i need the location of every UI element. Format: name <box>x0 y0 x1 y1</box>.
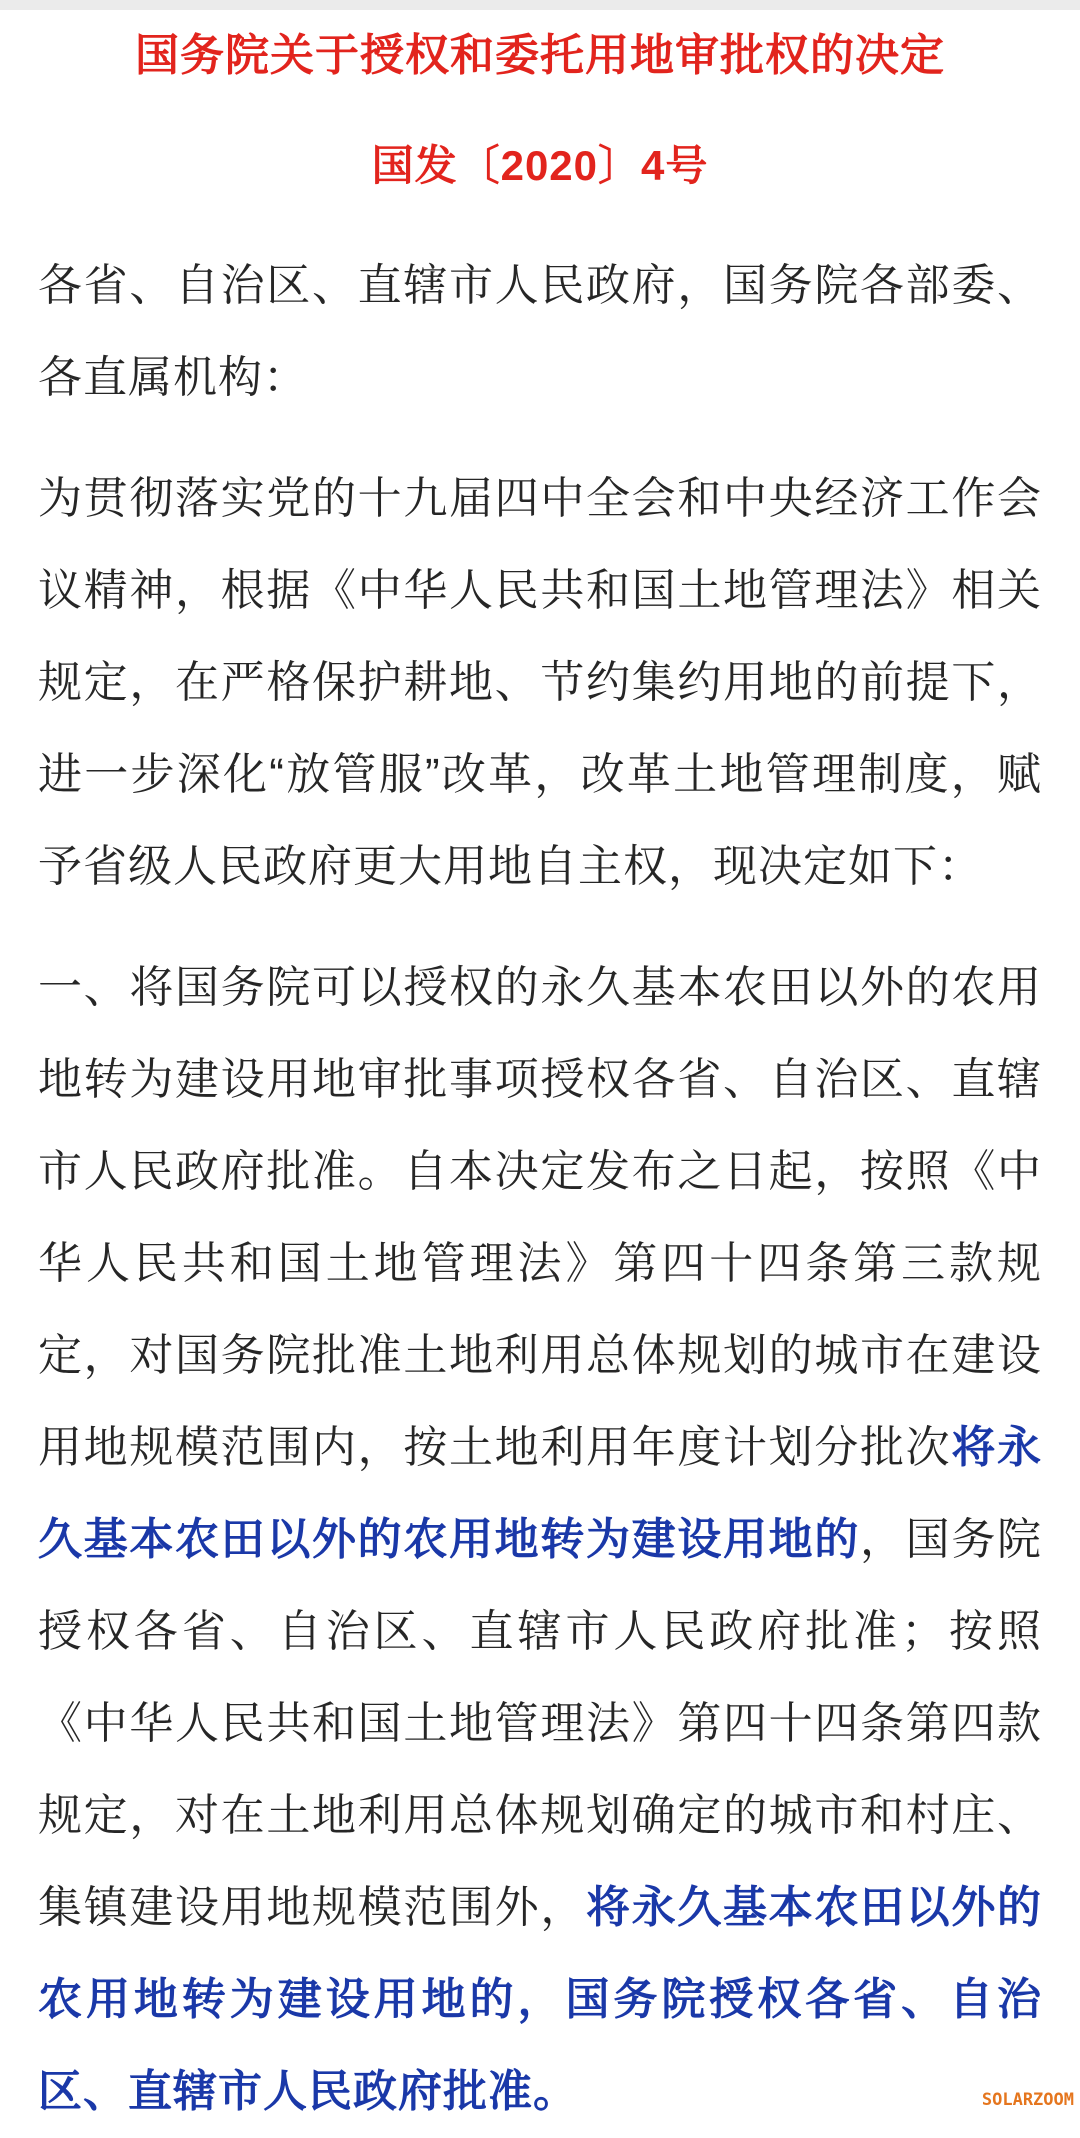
body-text: 集镇建设用地规模范围外， <box>38 1883 586 1932</box>
body-text: 予省级人民政府更大用地自主权，现决定如下： <box>38 842 983 891</box>
body-line <box>38 240 1042 332</box>
highlighted-text: 将永 <box>951 1423 1042 1472</box>
body-text: ，国务院 <box>860 1515 1042 1564</box>
body-text: 规定，对在土地利用总体规划确定的城市和村庄、 <box>38 1791 1042 1840</box>
body-line <box>38 729 1042 821</box>
highlighted-text: 久基本农田以外的农用地转为建设用地的 <box>38 1515 860 1564</box>
body-line <box>38 821 1042 913</box>
body-line <box>38 1218 1042 1310</box>
body-line <box>38 1770 1042 1862</box>
body-line <box>38 1954 1042 2046</box>
highlighted-text: 将永久基本农田以外的 <box>586 1883 1042 1932</box>
body-line <box>38 1126 1042 1218</box>
body-line <box>38 2046 1042 2138</box>
body-text: 为贯彻落实党的十九届四中全会和中央经济工作会 <box>38 474 1042 523</box>
body-text: 授权各省、自治区、直辖市人民政府批准；按照 <box>38 1607 1042 1656</box>
body-line <box>38 1862 1042 1954</box>
document-number: 国发〔2020〕4号 <box>371 142 709 189</box>
body-text: 《中华人民共和国土地管理法》第四十四条第四款 <box>38 1699 1042 1748</box>
paragraph-item-one <box>38 942 1042 2138</box>
page-top-strip <box>0 0 1080 10</box>
document-title: 国务院关于授权和委托用地审批权的决定 <box>135 31 945 80</box>
body-line <box>38 453 1042 545</box>
body-line <box>38 1034 1042 1126</box>
body-line <box>38 637 1042 729</box>
body-line <box>38 1402 1042 1494</box>
body-text: 规定，在严格保护耕地、节约集约用地的前提下， <box>38 658 1042 707</box>
body-text: 一、将国务院可以授权的永久基本农田以外的农用 <box>38 963 1042 1012</box>
body-text: 各省、自治区、直辖市人民政府，国务院各部委、 <box>38 261 1042 310</box>
body-line <box>38 545 1042 637</box>
body-line <box>38 942 1042 1034</box>
body-text: 地转为建设用地审批事项授权各省、自治区、直辖 <box>38 1055 1042 1104</box>
body-line <box>38 1310 1042 1402</box>
body-line <box>38 1678 1042 1770</box>
watermark-solarzoom: SOLARZOOM <box>981 2090 1074 2110</box>
document-body <box>38 240 1042 2138</box>
body-text: 定，对国务院批准土地利用总体规划的城市在建设 <box>38 1331 1042 1380</box>
body-line <box>38 1586 1042 1678</box>
highlighted-text: 农用地转为建设用地的，国务院授权各省、自治 <box>38 1975 1042 2024</box>
paragraph-salutation <box>38 240 1042 424</box>
body-text: 用地规模范围内，按土地利用年度计划分批次 <box>38 1423 952 1472</box>
paragraph-preamble <box>38 453 1042 913</box>
body-line <box>38 332 1042 424</box>
body-text: 市人民政府批准。自本决定发布之日起，按照《中 <box>38 1147 1042 1196</box>
highlighted-text: 区、直辖市人民政府批准。 <box>38 2067 578 2116</box>
body-text: 议精神，根据《中华人民共和国土地管理法》相关 <box>38 566 1042 615</box>
body-text: 华人民共和国土地管理法》第四十四条第三款规 <box>38 1239 1042 1288</box>
body-line <box>38 1494 1042 1586</box>
body-text: 各直属机构： <box>38 353 308 402</box>
body-text: 进一步深化“放管服”改革，改革土地管理制度，赋 <box>38 750 1042 799</box>
